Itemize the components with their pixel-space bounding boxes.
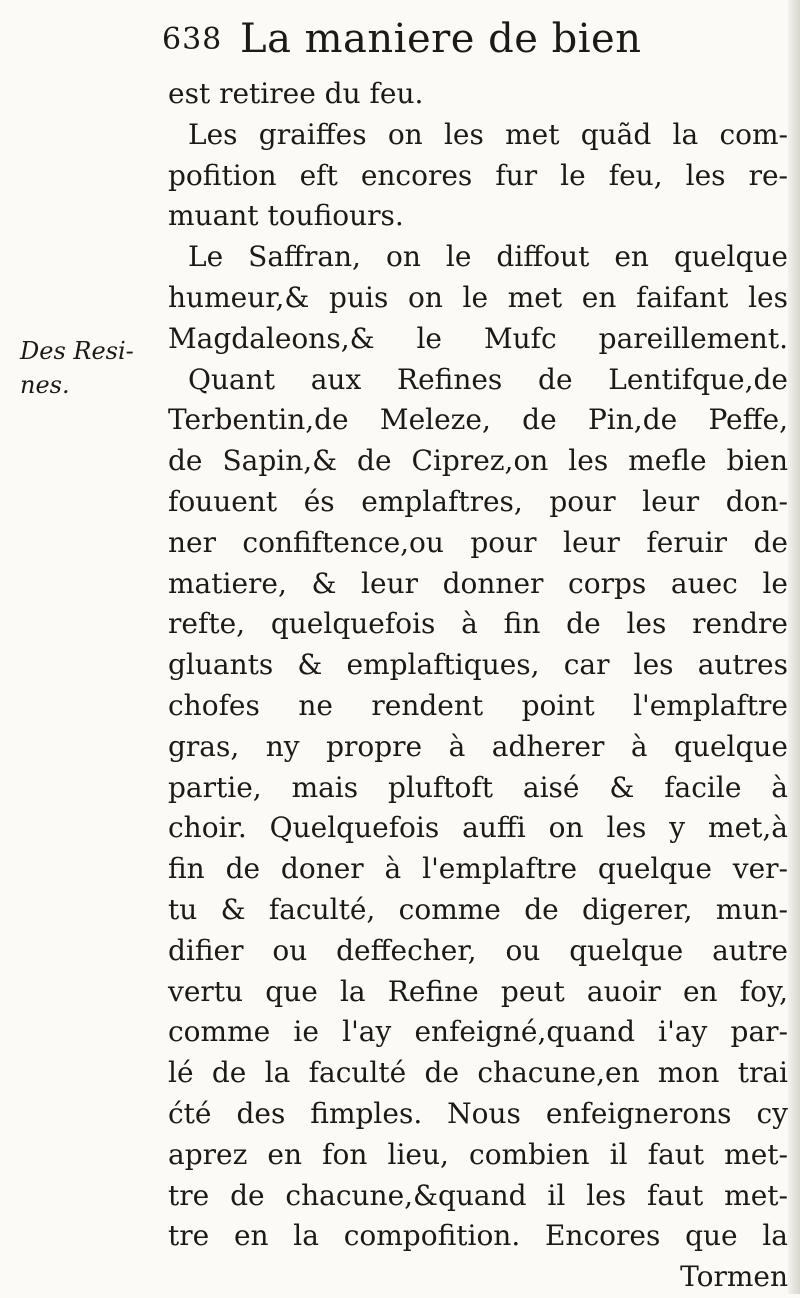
text-line: Les graiffes on les met quãd la com-: [188, 117, 788, 151]
text-line: refte, quelquefois à fin de les rendre: [168, 607, 788, 641]
text-line: matiere, & leur donner corps auec le: [168, 566, 788, 600]
text-line: vertu que la Refine peut auoir en foy,: [168, 974, 788, 1008]
text-line: ner confiftence,ou pour leur feruir de: [168, 525, 788, 559]
text-line: fouuent és emplaftres, pour leur don-: [168, 484, 788, 518]
text-line: gras, ny propre à adherer à quelque: [168, 729, 788, 763]
text-line: choir. Quelquefois auffi on les y met,à: [168, 811, 788, 845]
page-number: 638: [162, 22, 223, 57]
catchword: Tormen: [680, 1260, 788, 1294]
text-line: Le Saffran, on le diffout en quelque: [188, 240, 788, 274]
text-line: humeur,& puis on le met en faifant les: [168, 280, 788, 314]
text-line: tre de chacune,&quand il les faut met-: [168, 1178, 788, 1212]
text-line: aprez en fon lieu, combien il faut met-: [168, 1137, 788, 1171]
text-line: Magdaleons,& le Mufc pareillement.: [168, 321, 788, 355]
running-title: La maniere de bien: [240, 16, 642, 62]
margin-note: [20, 334, 134, 402]
text-line: difier ou deffecher, ou quelque autre: [168, 933, 788, 967]
text-line: muant toufiours.: [168, 199, 404, 233]
page-edge-shadow: [788, 0, 800, 1294]
text-line: pofition eft encores fur le feu, les re-: [168, 158, 788, 192]
text-line: fin de doner à l'emplaftre quelque ver-: [168, 852, 788, 886]
text-line: partie, mais pluftoft aisé & facile à: [168, 770, 788, 804]
text-line: est retiree du feu.: [168, 77, 424, 110]
text-line: comme ie l'ay enfeigné,quand i'ay par-: [168, 1015, 788, 1049]
text-line: Quant aux Refines de Lentifque,de: [188, 362, 788, 396]
text-line: tre en la compofition. Encores que la: [168, 1219, 788, 1253]
text-line: gluants & emplaftiques, car les autres: [168, 648, 788, 682]
text-line: ćté des fimples. Nous enfeignerons cy: [168, 1096, 788, 1130]
text-line: tu & faculté, comme de digerer, mun-: [168, 892, 788, 926]
text-line: lé de la faculté de chacune,en mon trai: [168, 1056, 788, 1090]
margin-note-line: nes.: [20, 371, 70, 399]
margin-note-line: Des Resi-: [20, 337, 134, 365]
text-line: chofes ne rendent point l'emplaftre: [168, 688, 788, 722]
body-text: [168, 74, 788, 1298]
text-line: de Sapin,& de Ciprez,on les mefle bien: [168, 444, 788, 478]
text-line: Terbentin,de Meleze, de Pin,de Peffe,: [168, 403, 788, 437]
